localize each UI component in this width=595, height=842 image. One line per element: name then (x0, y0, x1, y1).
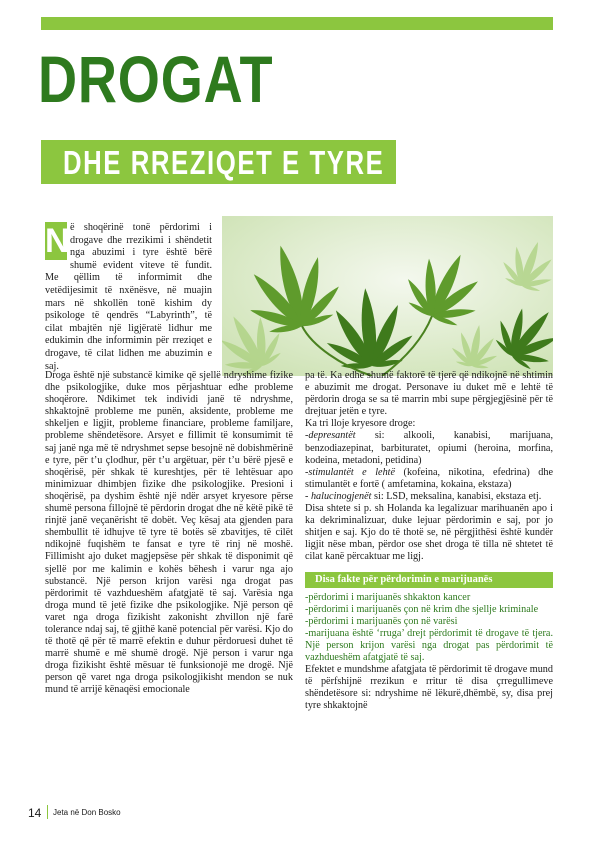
drug-type-label: -depresantët (305, 430, 356, 442)
intro-text: ë shoqërinë tonë përdorimi i drogave dhe rrezikimi i shëndetit nga abuzimi i tyre është bërë shumë evident viteve të fundit. Me qëllim të informimit dhe vetëdijesimit të nxënësve, në muajin mars në shkollën tonë kishim dy psikologe të qendrës “Labyrinth”, të cilat mbajtën një ligjëratë lidhur me edukimin dhe informimin për rreziqet e drogave, të cilat lidhen me abuzimin e saj. (45, 222, 212, 372)
drug-types-intro: Ka tri lloje kryesore droge: (305, 418, 416, 430)
fact-item: -marijuana është ‘rruga’ drejt përdorimit të drogave të tjera. Një person krijon varësi nga drogat pas përdorimit të vazhdueshëm afatgjatë të saj. (305, 627, 553, 663)
page-subtitle: DHE RREZIQET E TYRE (63, 144, 385, 181)
fact-item: -përdorimi i marijuanës shkakton kancer (305, 591, 471, 603)
list-item (305, 430, 553, 466)
list-item (305, 491, 553, 503)
body-paragraph: Disa shtete si p. sh Holanda ka legalizuar marihuanën apo i ka dekriminalizuar, duke lejuar përdorimin e saj, por jo shitjen e saj. Kjo do të thotë se, në përgjithësi është kundër ligjit nëse mban, përdor ose shet droga të tilla në shtetet të cilat kanë përcaktuar me ligj. (305, 503, 553, 563)
magazine-name: Jeta në Don Bosko (53, 808, 121, 817)
fact-item: -përdorimi i marijuanës çon në krim dhe sjellje kriminale (305, 603, 539, 615)
drug-type-label: -stimulantët e lehtë (305, 466, 396, 478)
list-item (305, 467, 553, 491)
facts-heading: Disa fakte për përdorimin e marijuanës (305, 572, 553, 588)
cannabis-plant-photo (222, 216, 553, 376)
body-paragraph: Efektet e mundshme afatgjata të përdorimit të drogave mund të përfshijnë rrezikun e rritur të disa çrregullimeve shëndetësore si: ndryshime në lëkurë,dhëmbë, sy, disa prej tyre shkaktojnë (305, 664, 553, 712)
right-text-column (305, 370, 553, 810)
intro-paragraph (45, 222, 212, 373)
drug-type-label: - halucinogjenët (305, 490, 372, 502)
top-accent-bar (41, 17, 553, 30)
cannabis-leaf-icon (222, 216, 553, 376)
left-text-column (45, 370, 293, 810)
fact-item: -përdorimi i marijuanës çon në varësi (305, 615, 458, 627)
page-number: 14 (28, 806, 42, 820)
drug-type-text: (kofeina, nikotina, efedrina) dhe stimulantët e fortë ( amfetamina, kokaina, ekstaza) (305, 466, 553, 490)
footer-divider (47, 805, 48, 819)
page-title: DROGAT (38, 42, 274, 116)
drug-type-text: si: LSD, meksalina, kanabisi, ekstaza etj. (371, 490, 542, 502)
body-paragraph: pa të. Ka edhe shumë faktorë të tjerë që ndikojnë në shtimin e abuzimit me drogat. Personave iu duket më e lehtë të përdorin droga se sa të marrin mbi supe përgjegjësinë për të drejtuar jetën e tyre. (305, 370, 553, 418)
drug-type-text: si: alkooli, kanabisi, marijuana, benzodiazepinat, barbituratet, opiumi (heroina, morfina, kodeina, metadoni, petidina) (305, 430, 553, 466)
drop-cap: N (45, 222, 70, 260)
body-paragraph: Droga është një substancë kimike që sjellë ndryshime fizike dhe psikologjike, duke mos përjashtuar edhe probleme shoqërore. Ndikimet tek individi janë të ndryshme, shkaktojnë probleme me punën, aksidente, probleme me shkeljen e ligjit, probleme financiare, probleme familjare, probleme shëndetësore. Arsyet e fillimit të konsumimit të saj janë nga më të ndryshmet sepse besojnë në dobishmërinë e tyre, për t’u çlodhur, për t’u argëtuar, për t’u bërë pjesë e shoqërisë, për shkak të kureshtjes, për të lehtësuar apo minimizuar dhimbjen fizike dhe psikologjike. Presioni i shoqërisë, pa dyshim është një ndër arsyet kryesore përse shumë persona fillojnë të përdorin drogat dhe në këtë pikë të rinjtë janë veçanërisht të dobët. Veç kësaj ata gjenden para shembullit të idhujve të tyre të botës së zbavitjes, të cilët ndikojnë fuqishëm te fansat e tyre të rinj në moshë. Fillimisht ajo duket magjepsëse për shkak të disponimit që sjellë por me kalimin e kohës bëhesh i varur nga ajo substancë. Një person krijon varësi nga drogat pas përdorimit të vazhdueshëm afatgjatë të saj. Varësia nga droga mund të jetë fizike dhe psikologjike. Një person që varet nga droga fizikisht zakonisht zhvillon një farë tolerance ndaj saj, të gjithë kanë potencial për varësi. Kjo do të thotë që për të marrë efektin e duhur përdoruesi duhet të marrë shumë e më shumë drogë. Një person i varur nga droga fizikisht është mësuar të funksionojë me drogë. Një person që varet nga droga psikologjikisht mendon se nuk mund të arrijë kënaqësi emocionale (45, 370, 293, 696)
